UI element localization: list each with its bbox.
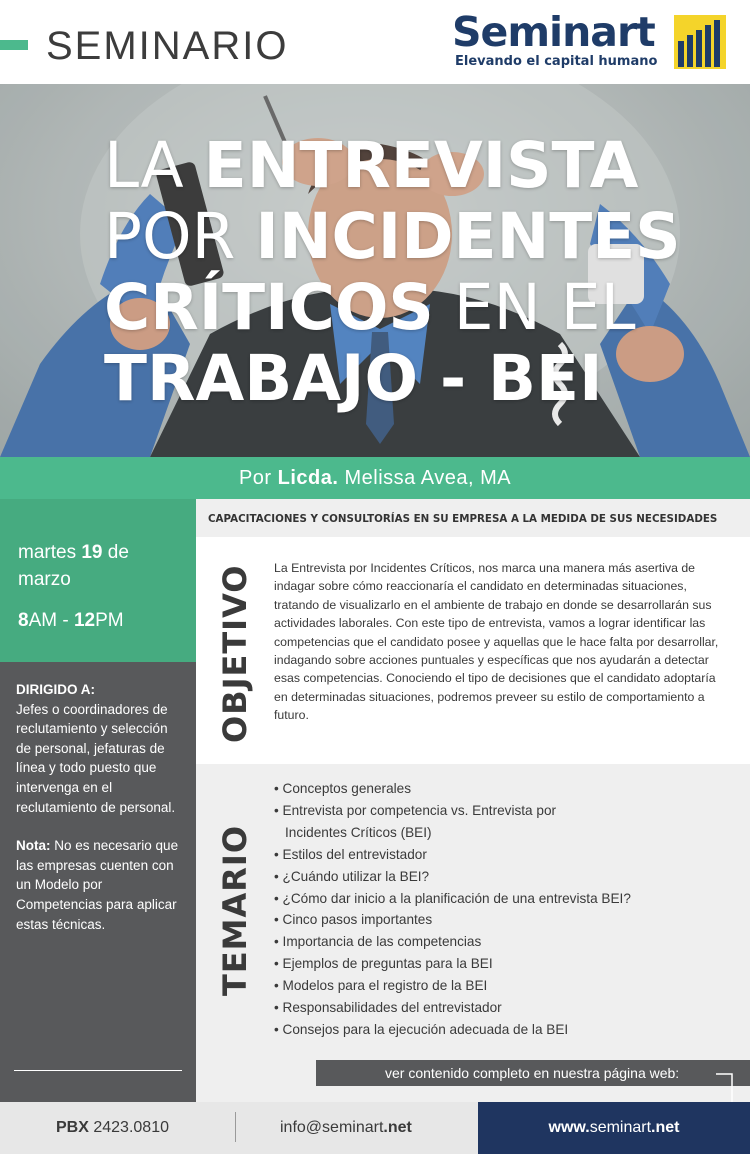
list-item: • Cinco pasos importantes bbox=[274, 912, 433, 928]
phone-number[interactable] bbox=[56, 1119, 169, 1137]
pbx-label: PBX bbox=[56, 1119, 89, 1136]
title-word-la: LA bbox=[104, 129, 204, 202]
list-item: • Importancia de las competencias bbox=[274, 934, 482, 950]
title-word-entrevista: ENTREVISTA bbox=[203, 129, 639, 202]
web-tld: .net bbox=[651, 1119, 680, 1136]
month: marzo bbox=[18, 569, 71, 590]
list-item: Incidentes Críticos (BEI) bbox=[285, 824, 432, 840]
title-word-criticos: CRÍTICOS bbox=[104, 271, 434, 344]
web-domain: seminart bbox=[589, 1119, 652, 1136]
web-prefix: www. bbox=[548, 1119, 590, 1136]
footer-divider bbox=[235, 1112, 236, 1142]
divider bbox=[14, 1070, 182, 1071]
audience-title: DIRIGIDO A: bbox=[16, 682, 95, 697]
start-suffix: AM - bbox=[28, 610, 74, 631]
logo-wordmark: Seminart bbox=[452, 8, 655, 56]
title-word-en-el: EN EL bbox=[433, 271, 636, 344]
list-item: • Conceptos generales bbox=[274, 781, 412, 796]
list-item: • Consejos para la ejecución adecuada de la BEI bbox=[274, 1021, 569, 1037]
contact-footer bbox=[0, 1102, 750, 1154]
day-number: 19 bbox=[81, 542, 103, 563]
header bbox=[0, 0, 750, 84]
objetivo-section bbox=[196, 537, 750, 764]
list-item: • Modelos para el registro de la BEI bbox=[274, 978, 488, 994]
speaker-title: Licda. bbox=[277, 467, 339, 489]
title-word-trabajo-bei: TRABAJO - BEI bbox=[104, 342, 603, 415]
list-item: • Entrevista por competencia vs. Entrevista por bbox=[274, 802, 557, 818]
temario-section bbox=[196, 764, 750, 1102]
email-link[interactable] bbox=[280, 1119, 412, 1137]
seminar-title bbox=[104, 130, 744, 414]
audience-text: Jefes o coordinadores de reclutamiento y selección de personal, jefaturas de línea y todo puesto que intervenga en el reclutamiento de personal. bbox=[16, 701, 176, 815]
title-word-por: POR bbox=[104, 200, 256, 273]
list-item: • Estilos del entrevistador bbox=[274, 846, 427, 862]
note-text: No es necesario que las empresas cuenten con un Modelo por Competencias para aplicar estas técnicas. bbox=[16, 838, 179, 932]
website-link[interactable] bbox=[478, 1102, 750, 1154]
full-content-link[interactable]: ver contenido completo en nuestra página web: bbox=[316, 1060, 750, 1086]
objetivo-text: La Entrevista por Incidentes Críticos, nos marca una manera más asertiva de indagar sobre cómo reaccionaría el candidato en determinadas situaciones, tratando de visualizarlo en el ambiente de trabajo en donde se desarrollarán sus actividades laborales. Con este tipo de entrevista, vamos a lograr identificar las competencias que el candidato posee y aquellas que le hace falta por desarrollar, indagando sobre acciones puntuales y específicas que nos ayudarán a detectar esas competencias. Conociendo el tipo de decisiones que el candidato adoptaría en determinadas situaciones, podremos preveer su estilo de comportamiento a futuro. bbox=[274, 561, 719, 723]
email-domain: seminart bbox=[322, 1119, 384, 1136]
title-word-incidentes: INCIDENTES bbox=[255, 200, 681, 273]
event-time bbox=[18, 610, 196, 632]
end-suffix: PM bbox=[95, 610, 124, 631]
list-item: • Ejemplos de preguntas para la BEI bbox=[274, 956, 493, 972]
speaker-byline bbox=[0, 457, 750, 499]
document-label: SEMINARIO bbox=[46, 24, 289, 68]
accent-bar bbox=[0, 40, 28, 50]
audience-panel bbox=[0, 662, 196, 1102]
temario-list bbox=[274, 778, 744, 1041]
event-date bbox=[18, 539, 158, 593]
end-hour: 12 bbox=[73, 610, 96, 631]
email-tld: .net bbox=[383, 1119, 412, 1136]
objetivo-heading: OBJETIVO bbox=[216, 564, 254, 743]
temario-heading: TEMARIO bbox=[216, 824, 254, 996]
list-item: • ¿Cómo dar inicio a la planificación de una entrevista BEI? bbox=[274, 890, 631, 906]
day-name: martes bbox=[18, 542, 82, 563]
logo-tagline: Elevando el capital humano bbox=[455, 54, 658, 69]
audience-note bbox=[16, 836, 180, 934]
list-item: • Responsabilidades del entrevistador bbox=[274, 1000, 502, 1016]
bar-chart-logo-icon bbox=[674, 15, 726, 69]
byline-prefix: Por bbox=[238, 467, 278, 489]
month-prefix: de bbox=[102, 542, 129, 563]
list-item: • ¿Cuándo utilizar la BEI? bbox=[274, 868, 430, 884]
note-label: Nota: bbox=[16, 838, 51, 854]
speaker-name: Melissa Avea, MA bbox=[338, 467, 512, 489]
start-hour: 8 bbox=[18, 610, 29, 631]
services-tagline: CAPACITACIONES Y CONSULTORÍAS EN SU EMPRESA A LA MEDIDA DE SUS NECESIDADES bbox=[196, 499, 750, 537]
email-user: info@ bbox=[280, 1119, 323, 1136]
event-date-box bbox=[0, 499, 196, 662]
hero-banner bbox=[0, 84, 750, 457]
pbx-number: 2423.0810 bbox=[88, 1119, 169, 1136]
seminart-logo[interactable] bbox=[452, 8, 732, 74]
